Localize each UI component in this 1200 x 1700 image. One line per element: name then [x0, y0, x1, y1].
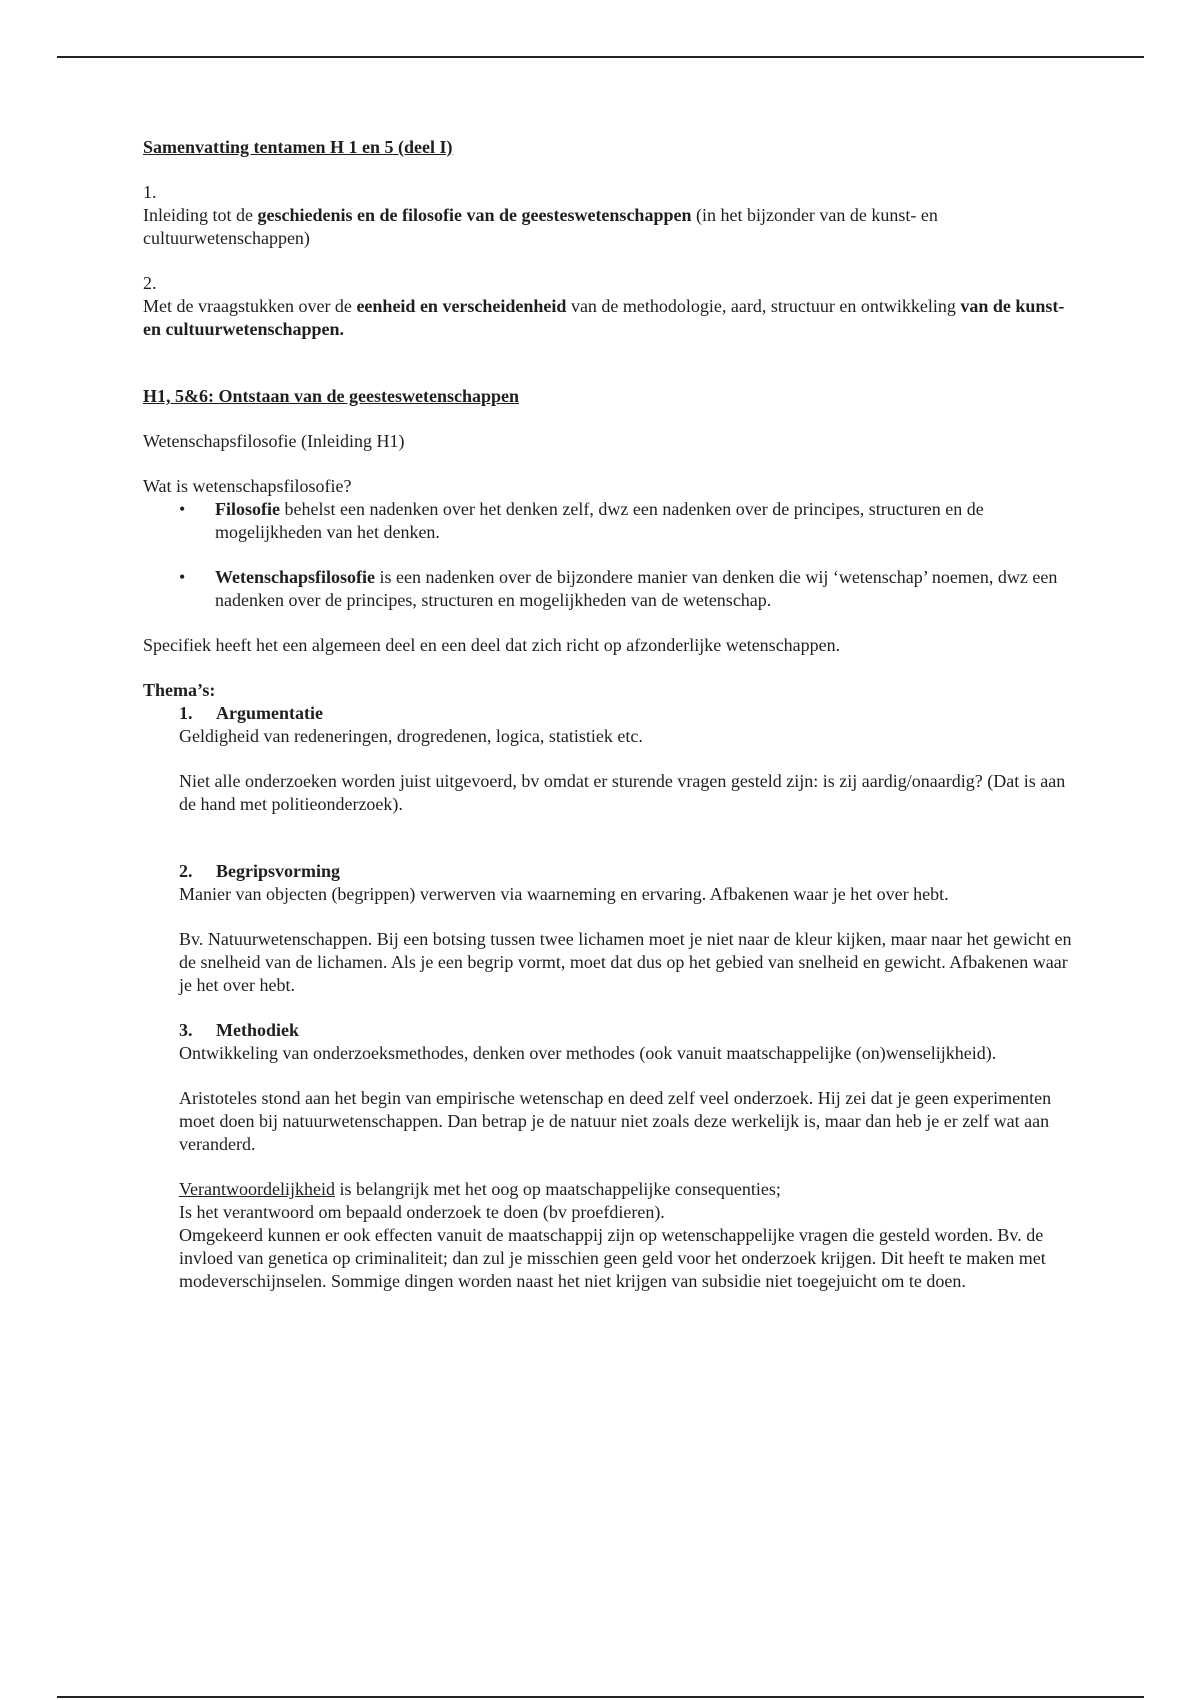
specifiek-paragraph: Specifiek heeft het een algemeen deel en een deel dat zich richt op afzonderlijke wetenschappen. — [143, 635, 841, 655]
item-2-text: Met de vraagstukken over de eenheid en verscheidenheid van de methodologie, aard, structuur en ontwikkeling van de kunst- en cultuurwetenschappen. — [143, 296, 1065, 339]
theme-3-paragraph: Aristoteles stond aan het begin van empirische wetenschap en deed zelf veel onderzoek. Hij zei dat je geen experimenten moet doen bij natuurwetenschappen. Dan betrap je de natuur niet zoals deze werkelijk is, maar dan heb je er zelf wat aan veranderd. — [179, 1088, 1052, 1154]
definition-list — [143, 498, 1073, 612]
page-footer-rule — [57, 1696, 1144, 1698]
question: Wat is wetenschapsfilosofie? — [143, 476, 352, 496]
theme-2-heading: 2. Begripsvorming — [179, 861, 340, 881]
document-body — [143, 136, 1073, 1293]
themas-heading: Thema’s: — [143, 680, 216, 700]
theme-2-paragraph: Manier van objecten (begrippen) verwerven via waarneming en ervaring. Afbakenen waar je het over hebt. — [179, 884, 949, 904]
theme-1-paragraph: Niet alle onderzoeken worden juist uitgevoerd, bv omdat er sturende vragen gesteld zijn: is zij aardig/onaardig? (Dat is aan de hand met politieonderzoek). — [179, 771, 1066, 814]
item-2-number: 2. — [143, 273, 157, 293]
list-item: • Wetenschapsfilosofie is een nadenken over de bijzondere manier van denken die wij ‘wetenschap’ noemen, dwz een nadenken over de principes, structuren en mogelijkheden van de wetenschap. — [215, 566, 1073, 612]
item-1-number: 1. — [143, 182, 157, 202]
section-title: H1, 5&6: Ontstaan van de geesteswetenschappen — [143, 386, 519, 406]
theme-3-paragraph: Verantwoordelijkheid is belangrijk met het oog op maatschappelijke consequenties; — [179, 1179, 781, 1199]
document-title: Samenvatting tentamen H 1 en 5 (deel I) — [143, 137, 453, 157]
theme-1-heading: 1. Argumentatie — [179, 703, 323, 723]
theme-3-paragraph: Omgekeerd kunnen er ook effecten vanuit de maatschappij zijn op wetenschappelijke vragen die gesteld worden. Bv. de invloed van genetica op criminaliteit; dan zul je misschien geen geld voor het onderzoek krijgen. Dit heeft te maken met modeverschijnselen. Sommige dingen worden naast het niet krijgen van subsidie niet toegejuicht om te doen. — [179, 1225, 1046, 1291]
item-1-text: Inleiding tot de geschiedenis en de filosofie van de geesteswetenschappen (in het bijzonder van de kunst- en cultuurwetenschappen) — [143, 205, 938, 248]
page-header-rule — [57, 56, 1144, 58]
list-item: • Filosofie behelst een nadenken over het denken zelf, dwz een nadenken over de principes, structuren en de mogelijkheden van het denken. — [215, 498, 1073, 544]
theme-1-paragraph: Geldigheid van redeneringen, drogredenen, logica, statistiek etc. — [179, 726, 643, 746]
theme-3-paragraph: Is het verantwoord om bepaald onderzoek te doen (bv proefdieren). — [179, 1202, 665, 1222]
subtitle: Wetenschapsfilosofie (Inleiding H1) — [143, 431, 405, 451]
theme-3-paragraph: Ontwikkeling van onderzoeksmethodes, denken over methodes (ook vanuit maatschappelijke (on)wenselijkheid). — [179, 1043, 997, 1063]
theme-3-heading: 3. Methodiek — [179, 1020, 299, 1040]
theme-2-paragraph: Bv. Natuurwetenschappen. Bij een botsing tussen twee lichamen moet je niet naar de kleur kijken, maar naar het gewicht en de snelheid van de lichamen. Als je een begrip vormt, moet dat dus op het gebied van snelheid en gewicht. Afbakenen waar je het over hebt. — [179, 929, 1072, 995]
